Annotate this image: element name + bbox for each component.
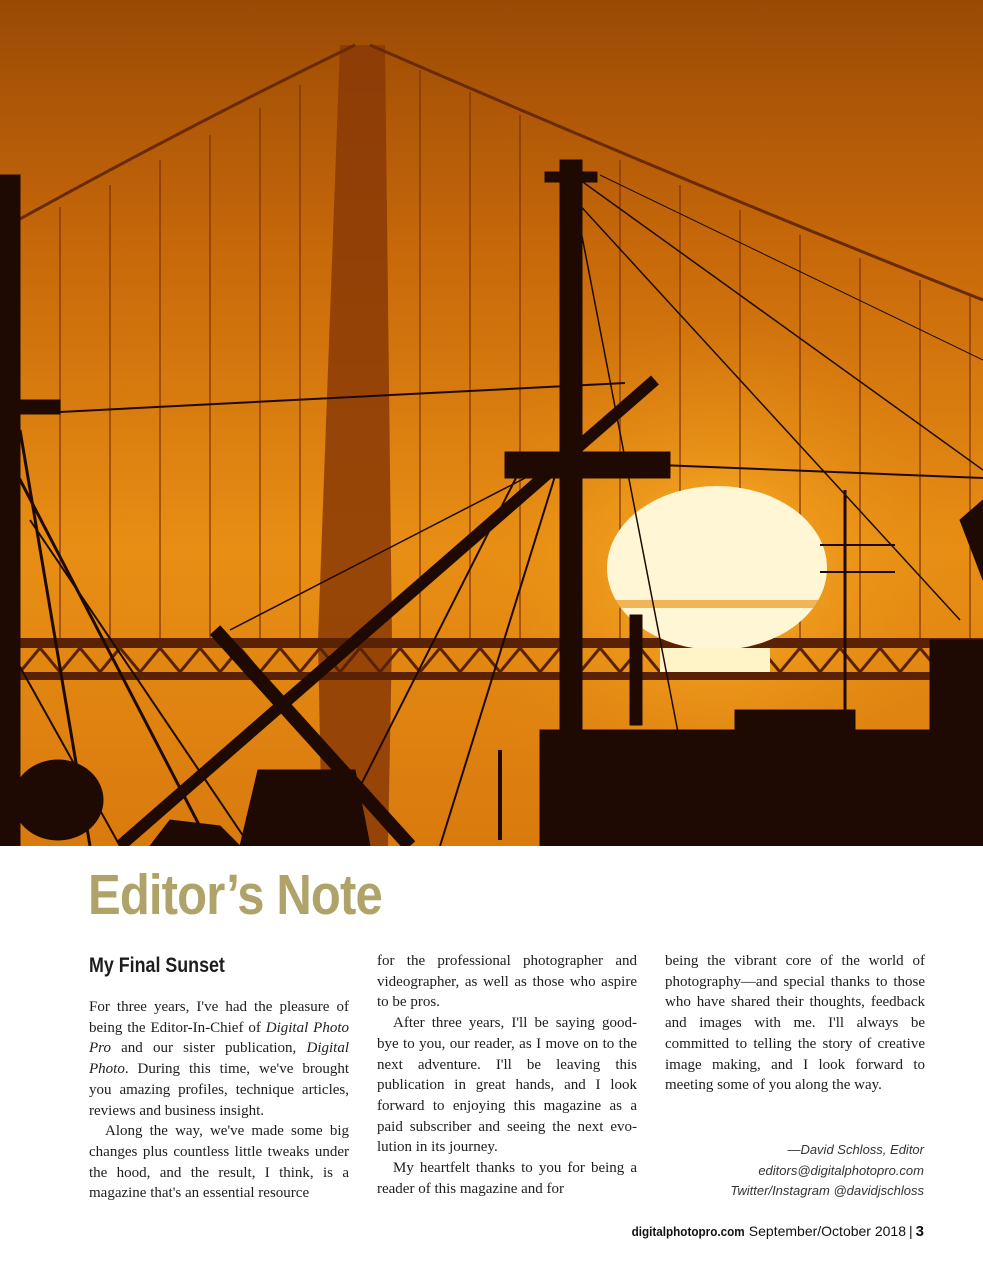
paragraph: Along the way, we've made some big changes plus countless little tweaks under the hood, and the result, I think, is a magazine that's an essential resource: [89, 1123, 349, 1202]
page-number: 3: [915, 1223, 924, 1240]
text-span: For three years, I've had the pleasure of being the Editor-In-Chief of: [89, 999, 349, 1036]
paragraph: [89, 997, 349, 1121]
author-name: —David Schloss, Editor: [787, 1142, 924, 1157]
publication-name: Digital Photo Pro: [89, 1019, 349, 1057]
text-span: and our sister publication,: [110, 1040, 307, 1057]
article-column-2: [377, 951, 637, 1199]
signature-block: [730, 1140, 924, 1202]
article-column-1: [89, 951, 349, 1204]
author-email[interactable]: editors@digitalphotopro.com: [758, 1162, 924, 1178]
footer-separator: |: [909, 1223, 913, 1239]
paragraph: being the vibrant core of the world of photography—and special thanks to those who have shared their thoughts, feedback and images with me. I'll always be committed to telling the story of creative image making, and I look forward to meeting some of you along the way.: [665, 953, 925, 1094]
publication-name: Digital Photo: [89, 1040, 349, 1078]
page-footer: [619, 1223, 924, 1240]
footer-issue: September/October 2018: [748, 1223, 907, 1239]
paragraph: for the professional photographer and videographer, as well as those who aspire to be pros.: [377, 953, 637, 1011]
footer-site[interactable]: digitalphotopro.com: [631, 1224, 745, 1239]
author-social[interactable]: Twitter/Instagram @davidjschloss: [730, 1183, 924, 1198]
paragraph: After three years, I'll be saying good-bye to you, our reader, as I move on to the next adventure. I'll be leaving this publication in great hands, and I look forward to enjoying this magazine as a paid subscriber and seeing the next evo-lution in its journey.: [377, 1015, 637, 1156]
text-span: . During this time, we've brought you amazing profiles, technique articles, reviews and business insight.: [89, 1061, 349, 1119]
article-column-3: [665, 951, 925, 1096]
page-title: Editor’s Note: [88, 863, 382, 927]
paragraph: My heartfelt thanks to you for being a reader of this magazine and for: [377, 1160, 637, 1197]
article-subhead: My Final Sunset: [89, 954, 225, 977]
